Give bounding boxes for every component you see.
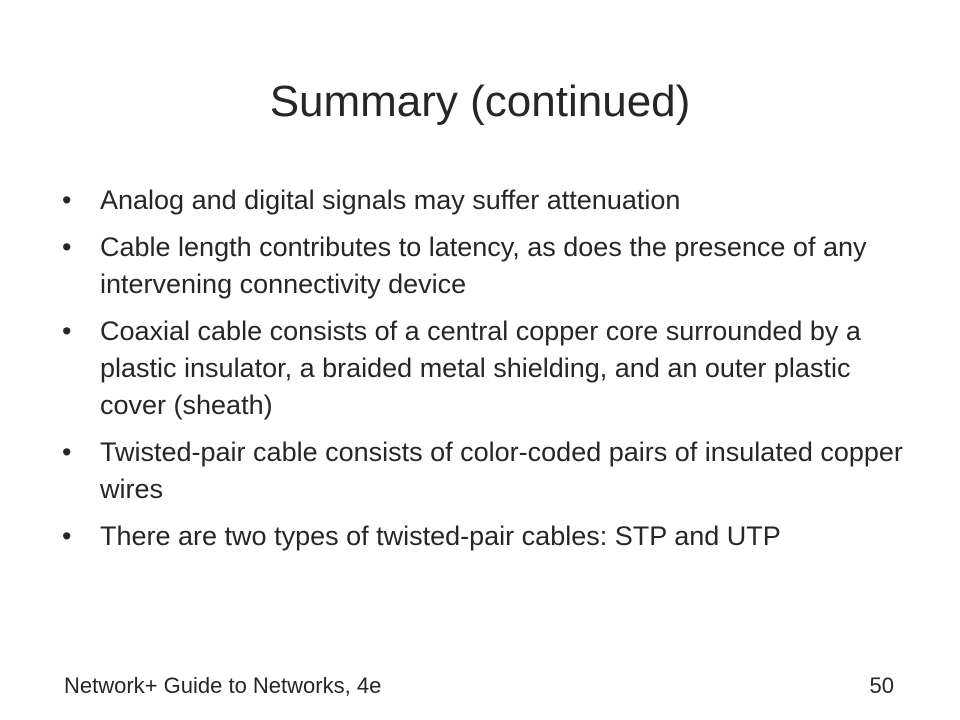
bullet-text: Coaxial cable consists of a central copper core surrounded by a plastic insulator, a braided metal shielding, and an outer plastic cover (sheath) — [100, 316, 861, 420]
bullet-dot-icon: • — [62, 232, 72, 262]
bullet-text: Analog and digital signals may suffer attenuation — [100, 185, 681, 215]
bullet-text: Cable length contributes to latency, as does the presence of any intervening connectivity device — [100, 232, 867, 299]
slide-title: Summary (continued) — [269, 77, 691, 126]
bullet-item — [62, 229, 912, 303]
bullet-item — [62, 434, 912, 508]
bullet-item — [62, 518, 912, 555]
bullet-dot-icon: • — [62, 185, 72, 215]
footer-source: Network+ Guide to Networks, 4e — [64, 673, 382, 698]
bullet-text: There are two types of twisted-pair cables: STP and UTP — [100, 521, 781, 551]
bullet-text: Twisted-pair cable consists of color-coded pairs of insulated copper wires — [100, 437, 903, 504]
bullet-dot-icon: • — [62, 521, 72, 551]
bullet-item — [62, 182, 912, 219]
bullet-item — [62, 313, 912, 424]
page-number: 50 — [869, 673, 894, 698]
bullet-dot-icon: • — [62, 316, 72, 346]
bullet-dot-icon: • — [62, 437, 72, 467]
bullet-list — [62, 182, 912, 565]
